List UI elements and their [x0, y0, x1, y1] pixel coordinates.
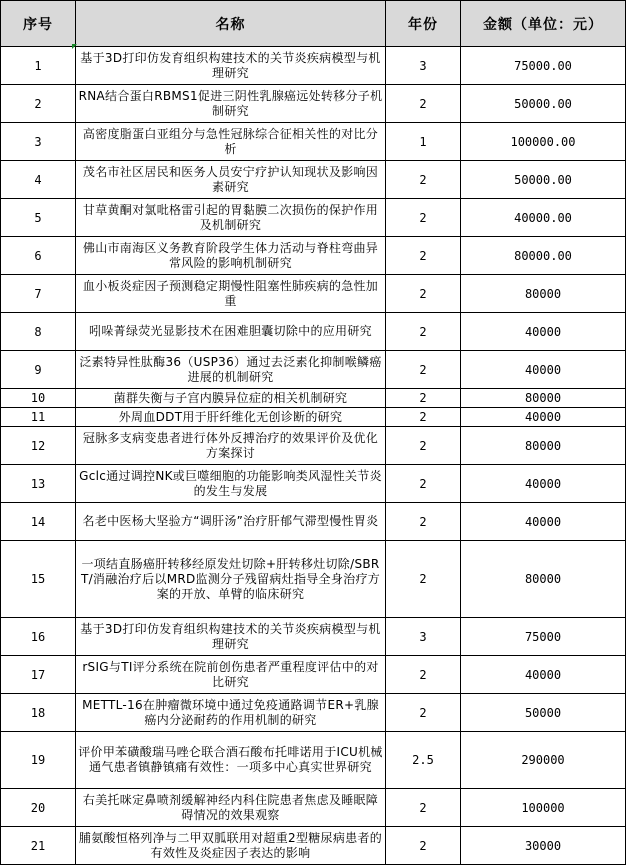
cell-amount[interactable]: 80000 [461, 427, 626, 465]
cell-amount[interactable]: 75000.00 [461, 47, 626, 85]
cell-name[interactable]: 外周血DDT用于肝纤维化无创诊断的研究 [76, 408, 386, 427]
cell-amount[interactable]: 290000 [461, 732, 626, 789]
cell-amount[interactable]: 100000.00 [461, 123, 626, 161]
cell-amount[interactable]: 40000.00 [461, 199, 626, 237]
cell-year[interactable]: 2 [386, 541, 461, 618]
cell-amount[interactable]: 40000 [461, 313, 626, 351]
cell-year[interactable]: 2 [386, 465, 461, 503]
cell-year[interactable]: 2 [386, 389, 461, 408]
cell-name[interactable]: 右美托咪定鼻喷剂缓解神经内科住院患者焦虑及睡眠障碍情况的效果观察 [76, 789, 386, 827]
cell-no[interactable]: 9 [1, 351, 76, 389]
cell-year[interactable]: 1 [386, 123, 461, 161]
cell-amount[interactable]: 80000.00 [461, 237, 626, 275]
cell-name[interactable]: 基于3D打印仿发育组织构建技术的关节炎疾病模型与机理研究 [76, 618, 386, 656]
cell-year[interactable]: 2 [386, 237, 461, 275]
table-row [1, 694, 626, 732]
cell-year[interactable]: 2 [386, 789, 461, 827]
cell-amount[interactable]: 80000 [461, 541, 626, 618]
table-row [1, 789, 626, 827]
cell-name[interactable]: 吲哚菁绿荧光显影技术在困难胆囊切除中的应用研究 [76, 313, 386, 351]
table-row [1, 275, 626, 313]
cell-year[interactable]: 2 [386, 827, 461, 865]
cell-amount[interactable]: 80000 [461, 275, 626, 313]
cell-amount[interactable]: 50000.00 [461, 85, 626, 123]
table-row [1, 618, 626, 656]
cell-year[interactable]: 2 [386, 656, 461, 694]
table-row [1, 389, 626, 408]
cell-no[interactable]: 7 [1, 275, 76, 313]
header-amount[interactable]: 金额（单位：元） [461, 1, 626, 47]
cell-name[interactable]: RNA结合蛋白RBMS1促进三阴性乳腺癌远处转移分子机制研究 [76, 85, 386, 123]
cell-name[interactable]: 甘草黄酮对氯吡格雷引起的胃黏膜二次损伤的保护作用及机制研究 [76, 199, 386, 237]
cell-amount[interactable]: 50000 [461, 694, 626, 732]
cell-amount[interactable]: 40000 [461, 465, 626, 503]
header-row [1, 1, 626, 47]
cell-name[interactable]: 高密度脂蛋白亚组分与急性冠脉综合征相关性的对比分析 [76, 123, 386, 161]
table-row [1, 161, 626, 199]
cell-name[interactable]: 佛山市南海区义务教育阶段学生体力活动与脊柱弯曲异常风险的影响机制研究 [76, 237, 386, 275]
cell-amount[interactable]: 40000 [461, 503, 626, 541]
table-row [1, 47, 626, 85]
cell-no[interactable]: 20 [1, 789, 76, 827]
cell-no[interactable]: 15 [1, 541, 76, 618]
cell-comment-marker [72, 44, 77, 49]
cell-no[interactable]: 6 [1, 237, 76, 275]
table-row [1, 503, 626, 541]
cell-amount[interactable]: 80000 [461, 389, 626, 408]
cell-year[interactable]: 3 [386, 47, 461, 85]
table-row [1, 732, 626, 789]
cell-no[interactable]: 1 [1, 47, 76, 85]
cell-name[interactable]: 基于3D打印仿发育组织构建技术的关节炎疾病模型与机理研究 [76, 47, 386, 85]
cell-name[interactable]: rSIG与TI评分系统在院前创伤患者严重程度评估中的对比研究 [76, 656, 386, 694]
cell-year[interactable]: 2 [386, 694, 461, 732]
cell-no[interactable]: 19 [1, 732, 76, 789]
cell-year[interactable]: 2 [386, 351, 461, 389]
cell-amount[interactable]: 50000.00 [461, 161, 626, 199]
cell-no[interactable]: 2 [1, 85, 76, 123]
cell-name[interactable]: 冠脉多支病变患者进行体外反搏治疗的效果评价及优化方案探讨 [76, 427, 386, 465]
table-row [1, 351, 626, 389]
cell-amount[interactable]: 40000 [461, 656, 626, 694]
cell-year[interactable]: 2 [386, 408, 461, 427]
table-row [1, 123, 626, 161]
cell-no[interactable]: 4 [1, 161, 76, 199]
cell-no[interactable]: 11 [1, 408, 76, 427]
table-row [1, 313, 626, 351]
cell-name[interactable]: 茂名市社区居民和医务人员安宁疗护认知现状及影响因素研究 [76, 161, 386, 199]
table-row [1, 465, 626, 503]
cell-no[interactable]: 10 [1, 389, 76, 408]
cell-no[interactable]: 5 [1, 199, 76, 237]
header-no[interactable]: 序号 [1, 1, 76, 47]
cell-name[interactable]: 名老中医杨大坚验方“调肝汤”治疗肝郁气滞型慢性胃炎 [76, 503, 386, 541]
table-row [1, 827, 626, 865]
cell-no[interactable]: 12 [1, 427, 76, 465]
cell-year[interactable]: 2 [386, 199, 461, 237]
table-row [1, 656, 626, 694]
cell-amount[interactable]: 40000 [461, 408, 626, 427]
table-row [1, 427, 626, 465]
table-row [1, 199, 626, 237]
cell-name[interactable]: Gclc通过调控NK或巨噬细胞的功能影响类风湿性关节炎的发生与发展 [76, 465, 386, 503]
cell-year[interactable]: 2 [386, 85, 461, 123]
cell-no[interactable]: 13 [1, 465, 76, 503]
cell-no[interactable]: 14 [1, 503, 76, 541]
cell-name[interactable]: 泛素特异性肽酶36（USP36）通过去泛素化抑制喉鳞癌进展的机制研究 [76, 351, 386, 389]
cell-name[interactable]: METTL-16在肿瘤微环境中通过免疫通路调节ER+乳腺癌内分泌耐药的作用机制的研究 [76, 694, 386, 732]
header-name[interactable]: 名称 [76, 1, 386, 47]
cell-no[interactable]: 18 [1, 694, 76, 732]
cell-amount[interactable]: 30000 [461, 827, 626, 865]
cell-year[interactable]: 2 [386, 313, 461, 351]
cell-name[interactable]: 一项结直肠癌肝转移经原发灶切除+肝转移灶切除/SBRT/消融治疗后以MRD监测分子残留病灶指导全身治疗方案的开放、单臂的临床研究 [76, 541, 386, 618]
cell-amount[interactable]: 40000 [461, 351, 626, 389]
cell-no[interactable]: 8 [1, 313, 76, 351]
cell-year[interactable]: 2 [386, 427, 461, 465]
cell-year[interactable]: 3 [386, 618, 461, 656]
cell-name[interactable]: 评价甲苯磺酸瑞马唑仑联合酒石酸布托啡诺用于ICU机械通气患者镇静镇痛有效性：一项多中心真实世界研究 [76, 732, 386, 789]
cell-amount[interactable]: 100000 [461, 789, 626, 827]
cell-no[interactable]: 16 [1, 618, 76, 656]
cell-no[interactable]: 21 [1, 827, 76, 865]
cell-year[interactable]: 2 [386, 275, 461, 313]
table-row [1, 237, 626, 275]
cell-year[interactable]: 2.5 [386, 732, 461, 789]
table-row [1, 85, 626, 123]
header-year[interactable]: 年份 [386, 1, 461, 47]
cell-year[interactable]: 2 [386, 161, 461, 199]
cell-no[interactable]: 3 [1, 123, 76, 161]
cell-no[interactable]: 17 [1, 656, 76, 694]
cell-name[interactable]: 血小板炎症因子预测稳定期慢性阻塞性肺疾病的急性加重 [76, 275, 386, 313]
cell-name[interactable]: 菌群失衡与子宫内膜异位症的相关机制研究 [76, 389, 386, 408]
cell-year[interactable]: 2 [386, 503, 461, 541]
table-row [1, 408, 626, 427]
table-row [1, 541, 626, 618]
cell-name[interactable]: 脯氨酸恒格列净与二甲双胍联用对超重2型糖尿病患者的有效性及炎症因子表达的影响 [76, 827, 386, 865]
cell-amount[interactable]: 75000 [461, 618, 626, 656]
